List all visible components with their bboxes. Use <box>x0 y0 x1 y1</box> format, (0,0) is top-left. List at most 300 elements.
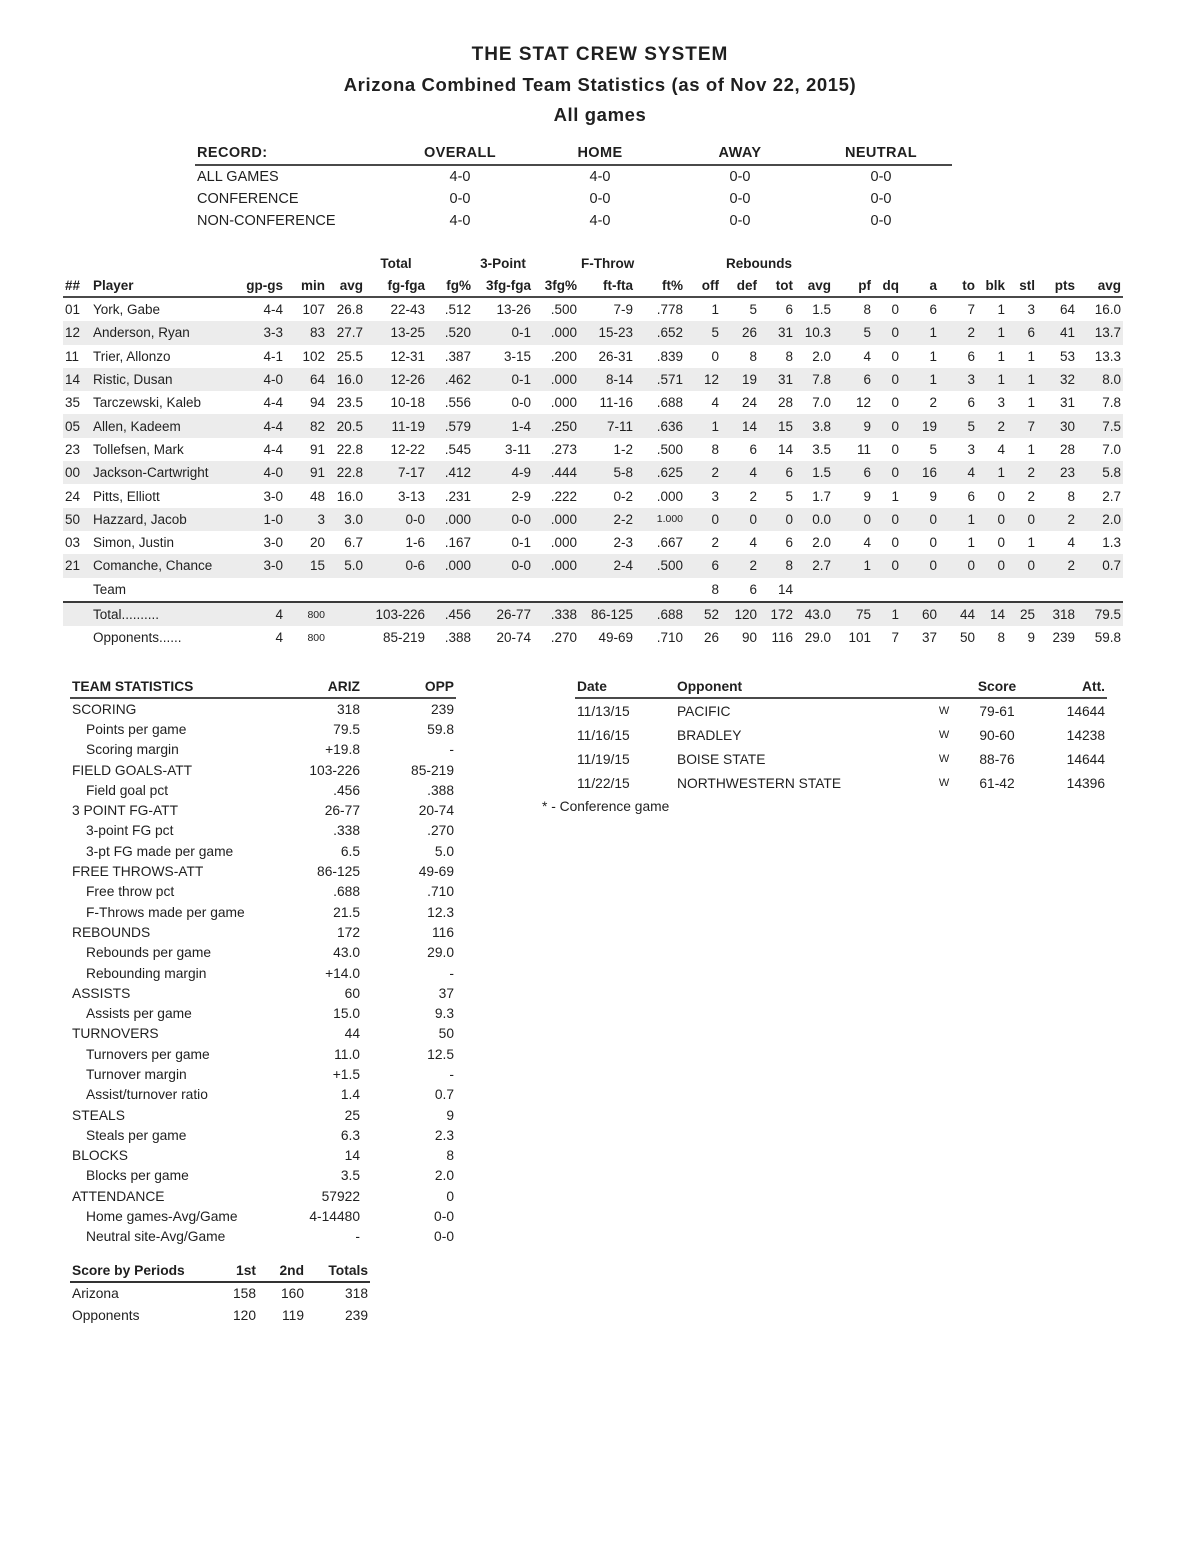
team-stat-row <box>70 1206 456 1226</box>
ariz-value: 1.4 <box>340 1087 360 1103</box>
stat-cell: 26-77 <box>473 602 533 626</box>
stat-cell: 9 <box>929 488 938 504</box>
stat-cell: 2-2 <box>579 508 635 531</box>
stat-cell: 5-8 <box>579 461 635 484</box>
stat-cell: 0 <box>891 395 900 411</box>
totals-column-header: Totals <box>306 1259 370 1282</box>
stat-cell: 52 <box>685 602 721 626</box>
score-by-periods-header-row <box>70 1259 370 1282</box>
stat-cell: 3 <box>997 395 1006 411</box>
stat-cell: 11-16 <box>599 395 634 411</box>
stat-cell: .462 <box>427 368 473 391</box>
stat-label: Points per game <box>86 721 187 737</box>
period-total: 318 <box>344 1286 368 1302</box>
stat-cell: 9 <box>1027 630 1036 646</box>
game-score: 61-42 <box>979 775 1015 791</box>
ariz-value: 14 <box>344 1148 360 1164</box>
stat-cell: 0-0 <box>511 395 532 411</box>
stat-label: Blocks per game <box>86 1168 189 1184</box>
stat-cell: 5.0 <box>327 554 365 577</box>
stat-cell: 0 <box>873 414 901 437</box>
stat-cell: 7 <box>891 630 900 646</box>
stat-label: Turnover margin <box>86 1066 187 1082</box>
game-date: 11/16/15 <box>577 727 630 743</box>
stat-cell: .000 <box>533 508 579 531</box>
stat-cell: 2 <box>1007 461 1037 484</box>
stat-cell: 102 <box>302 348 325 364</box>
opp-value: - <box>449 742 454 758</box>
stat-column-header: off <box>685 274 721 297</box>
stat-column-header: stl <box>1007 274 1037 297</box>
stat-cell <box>833 578 873 602</box>
stat-cell: 0-1 <box>473 321 533 344</box>
stat-cell: 26 <box>721 321 759 344</box>
stat-cell: 0 <box>1007 554 1037 577</box>
stat-cell: 41 <box>1037 321 1077 344</box>
stat-cell: .500 <box>550 302 578 318</box>
stat-cell: 2 <box>939 321 977 344</box>
stat-cell: 103-226 <box>365 602 427 626</box>
ariz-value: +14.0 <box>325 965 360 981</box>
stat-cell: 32 <box>1037 368 1077 391</box>
stat-cell: 20.5 <box>327 414 365 437</box>
ariz-value: 318 <box>336 701 360 717</box>
opp-value: 9 <box>446 1107 454 1123</box>
stat-cell: 31 <box>759 368 795 391</box>
stat-cell: 3 <box>711 488 720 504</box>
stat-cell: 0-1 <box>511 535 532 551</box>
stat-cell: 28 <box>777 395 794 411</box>
stat-cell: 25.5 <box>336 348 364 364</box>
player-row <box>63 508 1123 531</box>
stat-label: 3 POINT FG-ATT <box>72 803 179 819</box>
stat-cell: 15 <box>285 554 327 577</box>
stat-cell: 8 <box>749 348 758 364</box>
team-stat-row <box>70 983 456 1003</box>
stat-group-header-row <box>63 252 1123 274</box>
stat-cell: 3 <box>285 508 327 531</box>
opponents-row <box>63 626 1123 649</box>
record-row <box>195 165 952 188</box>
jersey-number <box>63 602 91 626</box>
game-row <box>575 771 1107 795</box>
opp-value: 0-0 <box>434 1229 454 1245</box>
stat-cell: 4-0 <box>231 368 285 391</box>
stat-cell <box>327 578 365 602</box>
stat-cell: .000 <box>550 535 578 551</box>
record-column-header: HOME <box>530 142 670 165</box>
stat-label: STEALS <box>72 1107 125 1123</box>
stat-column-header: min <box>285 274 327 297</box>
stat-cell: 14 <box>759 578 795 602</box>
stat-cell: 6 <box>967 395 976 411</box>
stat-cell: 1 <box>901 368 939 391</box>
stat-cell: 0 <box>873 508 901 531</box>
stat-cell: 4-4 <box>231 414 285 437</box>
ariz-column-header: ARIZ <box>280 675 362 698</box>
stat-cell: 2 <box>711 535 720 551</box>
ariz-value: 6.3 <box>340 1127 360 1143</box>
stat-cell <box>365 578 427 602</box>
jersey-number: 21 <box>63 554 91 577</box>
opp-value: .270 <box>427 823 454 839</box>
stat-cell: 8 <box>863 302 872 318</box>
team-stat-row <box>70 841 456 861</box>
stat-cell: 1.5 <box>795 461 833 484</box>
team-stat-row <box>70 780 456 800</box>
stat-cell <box>427 578 473 602</box>
team-stat-row <box>70 1146 456 1166</box>
stat-cell: 2 <box>685 461 721 484</box>
stat-cell: .444 <box>533 461 579 484</box>
stat-cell: 2.0 <box>812 348 832 364</box>
stat-cell: 4 <box>863 348 872 364</box>
jersey-number: 00 <box>63 461 91 484</box>
game-attendance: 14396 <box>1066 775 1106 791</box>
stat-column-header: 3fg-fga <box>473 274 533 297</box>
stat-cell: 12-31 <box>390 348 426 364</box>
stat-cell: 8 <box>1067 488 1076 504</box>
stat-cell: 4 <box>721 461 759 484</box>
stat-cell: .200 <box>550 348 578 364</box>
team-stat-row <box>70 922 456 942</box>
team-stat-row <box>70 698 456 719</box>
stat-cell: 0.0 <box>795 508 833 531</box>
team-stat-row <box>70 821 456 841</box>
stat-cell: 37 <box>921 630 938 646</box>
stat-cell: 0 <box>901 508 939 531</box>
record-column-header: RECORD: <box>195 142 390 165</box>
stat-cell: 27.7 <box>327 321 365 344</box>
player-name: Comanche, Chance <box>91 554 231 577</box>
stat-cell: 3 <box>939 368 977 391</box>
record-value: 0-0 <box>729 169 751 185</box>
player-name: Simon, Justin <box>93 535 175 551</box>
team-statistics-title: TEAM STATISTICS <box>70 675 280 698</box>
ariz-value: 3.5 <box>340 1168 360 1184</box>
team-stat-row <box>70 1085 456 1105</box>
stat-label: Neutral site-Avg/Game <box>86 1229 226 1245</box>
player-row <box>63 391 1123 414</box>
first-half-column-header: 1st <box>210 1259 258 1282</box>
attendance-column-header: Att. <box>1033 675 1107 698</box>
game-results-header-row <box>575 675 1107 698</box>
stat-cell: 50 <box>959 630 976 646</box>
stat-cell: .270 <box>550 630 578 646</box>
stat-label: Scoring margin <box>86 742 179 758</box>
stat-cell: 2 <box>929 395 938 411</box>
stat-label: Steals per game <box>86 1127 187 1143</box>
stat-cell <box>635 578 685 602</box>
stat-label: ATTENDANCE <box>72 1188 165 1204</box>
team-stat-row <box>70 1186 456 1206</box>
stat-cell: 6 <box>1007 321 1037 344</box>
player-name: Anderson, Ryan <box>91 321 231 344</box>
stat-cell <box>579 578 635 602</box>
stat-cell: 11-19 <box>365 414 427 437</box>
game-score: 90-60 <box>979 727 1015 743</box>
stat-cell: 4-4 <box>263 395 283 411</box>
stat-cell: 3.5 <box>812 441 832 457</box>
stat-cell: 9 <box>833 414 873 437</box>
ariz-value: 44 <box>344 1026 360 1042</box>
record-value: 0-0 <box>449 191 471 207</box>
jersey-number: 03 <box>65 535 81 551</box>
game-attendance: 14644 <box>1066 751 1106 767</box>
jersey-number: 14 <box>63 368 91 391</box>
stat-cell: 318 <box>1037 602 1077 626</box>
opp-value: 0-0 <box>434 1209 454 1225</box>
stat-cell: 4-9 <box>473 461 533 484</box>
team-stat-row <box>70 861 456 881</box>
stat-cell: 8 <box>759 554 795 577</box>
team-stat-row <box>70 760 456 780</box>
game-date: 11/19/15 <box>577 751 630 767</box>
game-row <box>575 698 1107 723</box>
stat-cell: 1 <box>1007 368 1037 391</box>
stat-cell: 7-9 <box>613 302 634 318</box>
stat-cell: 0 <box>833 508 873 531</box>
stat-column-header: dq <box>873 274 901 297</box>
stat-cell: 53 <box>1059 348 1076 364</box>
stat-cell: 6 <box>721 578 759 602</box>
stat-cell: 8 <box>997 630 1006 646</box>
stat-cell: 16.0 <box>1094 302 1122 318</box>
stat-cell: 29.0 <box>804 630 832 646</box>
player-row <box>63 345 1123 368</box>
record-value: 0-0 <box>729 191 751 207</box>
team-stat-row <box>70 902 456 922</box>
stat-column-header: 3fg% <box>533 274 579 297</box>
game-opponent: BRADLEY <box>677 727 742 743</box>
stat-cell <box>939 578 977 602</box>
team-stat-row <box>70 1044 456 1064</box>
record-table <box>195 142 952 232</box>
stat-cell: .387 <box>444 348 472 364</box>
stat-cell: 2.0 <box>812 535 832 551</box>
stat-cell: 7.0 <box>812 395 832 411</box>
opp-value: .388 <box>427 782 454 798</box>
report-title: THE STAT CREW SYSTEM <box>471 44 729 65</box>
game-row <box>575 747 1107 771</box>
opp-value: 49-69 <box>418 864 454 880</box>
stat-cell: .000 <box>427 554 473 577</box>
stat-cell: 0 <box>711 348 720 364</box>
stat-cell <box>1037 578 1077 602</box>
jersey-number: 23 <box>65 441 81 457</box>
stat-cell: 1-4 <box>473 414 533 437</box>
record-column-header: OVERALL <box>390 142 530 165</box>
stat-group-header: 3-Point <box>480 255 526 271</box>
stat-cell: 4-1 <box>263 348 283 364</box>
team-stat-row <box>70 963 456 983</box>
player-name: Team <box>91 578 231 602</box>
stat-column-header: def <box>721 274 759 297</box>
team-stat-row <box>70 1003 456 1023</box>
period-team: Opponents <box>72 1307 140 1323</box>
stat-cell: .710 <box>656 630 684 646</box>
stat-cell: 1 <box>997 348 1006 364</box>
stat-cell: 3.0 <box>327 508 365 531</box>
player-name: Trier, Allonzo <box>93 348 171 364</box>
player-name: Tarczewski, Kaleb <box>93 395 202 411</box>
stat-cell: 59.8 <box>1094 630 1122 646</box>
stat-cell: 116 <box>771 630 794 646</box>
stat-cell: 90 <box>741 630 758 646</box>
stat-cell: 12 <box>685 368 721 391</box>
stat-cell: 3-0 <box>263 535 283 551</box>
stat-cell: 0 <box>873 461 901 484</box>
jersey-number: 05 <box>63 414 91 437</box>
stat-cell <box>473 578 533 602</box>
opp-value: 116 <box>432 924 454 940</box>
stat-label: Home games-Avg/Game <box>86 1209 238 1225</box>
player-name: Total.......... <box>91 602 231 626</box>
stat-cell: 0 <box>873 554 901 577</box>
stat-column-header: ft% <box>635 274 685 297</box>
stat-cell: .579 <box>427 414 473 437</box>
ariz-value: 21.5 <box>333 904 360 920</box>
stat-cell: 8-14 <box>579 368 635 391</box>
player-name: York, Gabe <box>93 302 161 318</box>
stat-cell: .000 <box>427 508 473 531</box>
game-opponent: NORTHWESTERN STATE <box>677 775 842 791</box>
stat-cell: .778 <box>656 302 684 318</box>
stat-cell <box>901 578 939 602</box>
stat-cell: 44 <box>939 602 977 626</box>
group-header-spacer <box>833 252 1123 274</box>
group-header-spacer <box>635 252 685 274</box>
conference-game-note: * - Conference game <box>542 799 670 814</box>
jersey-number <box>63 626 91 649</box>
team-stat-row <box>70 800 456 820</box>
stat-cell: 28 <box>1059 441 1076 457</box>
ariz-value: 86-125 <box>317 864 360 880</box>
stat-label: Free throw pct <box>86 884 175 900</box>
stat-cell: 0 <box>997 488 1006 504</box>
stat-cell: 5 <box>685 321 721 344</box>
ariz-value: 26-77 <box>324 803 360 819</box>
score-column-header: Score <box>961 675 1033 698</box>
stat-label: 3-point FG pct <box>86 823 174 839</box>
stat-column-header: ## <box>63 274 91 297</box>
stat-cell: 0 <box>891 302 900 318</box>
jersey-number: 12 <box>63 321 91 344</box>
stat-cell: 1.5 <box>812 302 832 318</box>
stat-cell: 7 <box>967 302 976 318</box>
stat-group-header: Total <box>380 255 412 271</box>
stat-cell: 23 <box>1037 461 1077 484</box>
ariz-value: 25 <box>344 1107 360 1123</box>
stat-cell: 7.0 <box>1102 441 1122 457</box>
game-score: 88-76 <box>979 751 1015 767</box>
stat-cell: 0 <box>997 535 1006 551</box>
stat-cell: 5.8 <box>1077 461 1123 484</box>
stat-cell: 4 <box>275 630 283 646</box>
stat-cell: .000 <box>550 395 578 411</box>
stat-cell: 20 <box>309 535 325 551</box>
player-stats-table <box>63 252 1123 649</box>
stat-label: ASSISTS <box>72 985 131 1001</box>
stat-label: Turnovers per game <box>86 1046 210 1062</box>
stat-label: Rebounding margin <box>86 965 207 981</box>
stat-cell: .222 <box>550 488 578 504</box>
opp-value: 239 <box>430 701 454 717</box>
period-total: 239 <box>344 1307 368 1323</box>
stat-cell: .412 <box>427 461 473 484</box>
stat-cell: 5 <box>939 414 977 437</box>
stat-cell: 0 <box>977 554 1007 577</box>
stat-cell: 91 <box>285 461 327 484</box>
stat-cell: 120 <box>721 602 759 626</box>
stat-cell: 14 <box>977 602 1007 626</box>
player-row <box>63 531 1123 554</box>
team-rebounds-row <box>63 578 1123 602</box>
stat-cell: .571 <box>635 368 685 391</box>
opp-value: .710 <box>427 884 454 900</box>
stat-cell: .000 <box>533 368 579 391</box>
stat-cell: 1 <box>939 508 977 531</box>
stat-cell: 10.3 <box>795 321 833 344</box>
stat-cell: 75 <box>833 602 873 626</box>
report-header <box>0 44 1200 126</box>
record-label: NON-CONFERENCE <box>197 213 336 229</box>
stat-cell: 1.3 <box>1102 535 1122 551</box>
record-value: 4-0 <box>589 169 611 185</box>
stat-cell: 94 <box>309 395 325 411</box>
stat-column-header: avg <box>327 274 365 297</box>
stat-cell: 64 <box>1059 302 1076 318</box>
stat-cell: 1 <box>1027 395 1036 411</box>
opp-column-header: OPP <box>362 675 456 698</box>
player-name: Pitts, Elliott <box>93 488 160 504</box>
team-stat-row <box>70 1024 456 1044</box>
ariz-value: 11.0 <box>334 1046 360 1062</box>
stat-group-header: F-Throw <box>581 255 635 271</box>
player-row <box>63 414 1123 437</box>
stat-cell: 22-43 <box>390 302 426 318</box>
stat-cell: 82 <box>285 414 327 437</box>
stat-cell: 4 <box>711 395 720 411</box>
stat-cell <box>285 578 327 602</box>
stat-cell: 14 <box>721 414 759 437</box>
stat-cell: 2-9 <box>511 488 532 504</box>
stat-cell: 5 <box>785 488 794 504</box>
stat-cell <box>795 578 833 602</box>
stat-cell: 6.7 <box>344 535 364 551</box>
opp-value: 0 <box>446 1188 454 1204</box>
stat-cell: 1 <box>1027 441 1036 457</box>
stat-cell: 3.8 <box>795 414 833 437</box>
stat-cell: 7.5 <box>1077 414 1123 437</box>
stat-cell: 2 <box>1037 554 1077 577</box>
player-row <box>63 297 1123 321</box>
stat-cell: 0 <box>929 535 938 551</box>
stat-cell: .556 <box>444 395 472 411</box>
stat-cell: 1.000 <box>635 508 685 531</box>
stat-cell: 800 <box>307 631 325 644</box>
stat-column-header: Player <box>91 274 231 297</box>
opp-value: - <box>449 965 454 981</box>
stat-cell: 2 <box>721 554 759 577</box>
ariz-value: 103-226 <box>309 762 360 778</box>
stat-cell: 2 <box>1037 508 1077 531</box>
stat-cell: 0-0 <box>365 508 427 531</box>
jersey-number <box>63 578 91 602</box>
stat-cell: 1 <box>873 602 901 626</box>
stat-cell: 13.3 <box>1094 348 1122 364</box>
record-value: 0-0 <box>729 213 751 229</box>
